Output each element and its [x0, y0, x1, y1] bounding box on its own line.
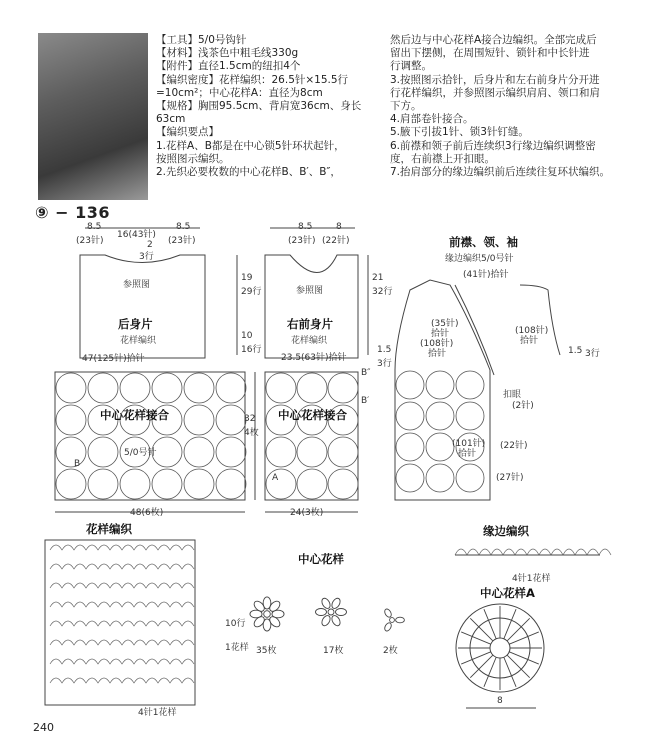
motif-circle — [266, 437, 296, 467]
edging-repeat: 4针1花样 — [512, 574, 551, 584]
flower-petal — [330, 614, 342, 627]
edging-title: 缘边编织 — [483, 524, 529, 538]
front-dim-top-b-st: (22针) — [322, 236, 350, 246]
edge-pick-101: (101针) — [452, 439, 486, 449]
text-line: 63cm — [156, 113, 186, 126]
flower-petal — [320, 614, 332, 627]
dim-top-left: 8.5 — [87, 222, 102, 232]
chart-row — [50, 602, 194, 607]
edge-pick-108a: (108针) — [420, 339, 454, 349]
dim-top-mid: 16(43针) — [117, 230, 156, 240]
motif-circle — [297, 437, 327, 467]
front-pick: 23.5(63针)拾针 — [281, 353, 347, 363]
motif-circle — [266, 469, 296, 499]
front-center-title: 中心花样接合 — [278, 408, 347, 422]
pattern-code: ⑨ − 136 — [35, 203, 110, 222]
flower-petal — [383, 622, 392, 632]
motif-a-title: 中心花样A — [480, 586, 535, 600]
motif-circle — [120, 373, 150, 403]
front-label-b1: B′ — [361, 396, 370, 406]
motif-circle — [184, 373, 214, 403]
front-dim-top-b: 8 — [336, 222, 342, 232]
text-line: 2.先织必要枚数的中心花样B、B′、B″， — [156, 166, 341, 179]
edge-pick-108c: (108针) — [515, 326, 549, 336]
text-line: 3.按照图示拾针，后身片和左右前身片分开进 — [390, 73, 600, 86]
dim-top-right-st: (23针) — [168, 236, 196, 246]
motif-circle — [328, 469, 358, 499]
motif-circle — [88, 469, 118, 499]
text-line: 然后边与中心花样A接合边编织。全部完成后 — [390, 34, 597, 46]
back-center-title: 中心花样接合 — [100, 408, 169, 422]
front-side-rows: 32行 — [372, 287, 393, 297]
motif-circle — [328, 373, 358, 403]
back-title: 后身片 — [118, 317, 153, 331]
dim-top-right: 8.5 — [176, 222, 191, 232]
edge-pick-top: (41针)拾针 — [463, 270, 509, 280]
back-motif-b: B — [74, 459, 81, 469]
center-motifs-title: 中心花样 — [298, 552, 344, 566]
back-side-a-rows: 29行 — [241, 287, 262, 297]
motif-circle — [88, 437, 118, 467]
motif-circle — [216, 405, 246, 435]
center-motif-count-1: 35枚 — [256, 646, 277, 656]
edge-subtitle: 缘边编织5/0号针 — [445, 254, 514, 264]
dim-neck: 2 — [147, 240, 153, 250]
front-title: 右前身片 — [287, 317, 333, 331]
motif-circle — [56, 437, 86, 467]
flower-petal — [396, 617, 405, 623]
edging-scallop — [455, 549, 611, 555]
chart-row — [50, 564, 194, 569]
motif-circle — [56, 469, 86, 499]
flower-petal — [330, 597, 342, 610]
flower-center — [390, 618, 395, 623]
motif-circle — [456, 371, 484, 399]
motif-circle — [88, 373, 118, 403]
text-line: 【规格】胸围95.5cm、背肩宽36cm、身长 — [156, 100, 362, 113]
motif-circle — [297, 373, 327, 403]
motif-circle — [184, 469, 214, 499]
back-bottom-dim: 48(6枚) — [130, 508, 164, 518]
text-line: 【编织要点】 — [156, 126, 219, 139]
motif-circle — [266, 373, 296, 403]
motif-circle — [426, 371, 454, 399]
back-center-dim: 32 — [244, 414, 256, 424]
front-label-b2: B″ — [361, 368, 371, 378]
motif-circle — [216, 373, 246, 403]
motif-circle — [152, 373, 182, 403]
motif-circle — [328, 437, 358, 467]
edge-pick-108b: 拾针 — [428, 349, 447, 359]
motif-circle — [216, 437, 246, 467]
motif-a-size: 8 — [497, 696, 503, 706]
text-line: 【材料】浅茶色中粗毛线330g — [156, 47, 299, 60]
page-number: 240 — [33, 721, 54, 734]
back-center-count: 4枚 — [244, 428, 259, 438]
front-ref: 参照图 — [296, 286, 324, 296]
motif-circle — [216, 469, 246, 499]
front-subtitle: 花样编织 — [291, 336, 328, 346]
back-side-b: 10 — [241, 331, 253, 341]
motif-circle — [426, 402, 454, 430]
motif-circle — [396, 371, 424, 399]
edge-pick-101b: 拾针 — [458, 449, 477, 459]
text-line: 下方。 — [390, 100, 422, 113]
back-pick: 47(125针)拾针 — [82, 354, 145, 364]
text-line: 1.花样A、B都是在中心锁5针环状起针， — [156, 139, 345, 152]
edge-rows-right-a: 1.5 — [568, 346, 583, 356]
text-line: 按照图示编织。 — [156, 152, 230, 165]
edge-gap-27: (27针) — [496, 473, 524, 483]
flower-petal — [316, 609, 327, 616]
center-motif-count-3: 2枚 — [383, 646, 398, 656]
front-bottom-dim: 24(3枚) — [290, 508, 324, 518]
motif-circle — [456, 402, 484, 430]
text-line: 4.肩部卷针接合。 — [390, 113, 474, 126]
edge-pick-108d: 拾针 — [520, 336, 539, 346]
chart-row — [50, 545, 194, 550]
motif-circle — [426, 464, 454, 492]
edge-buttonhole: 扣眼 — [503, 390, 522, 400]
chart-row — [50, 583, 194, 588]
edge-title: 前襟、领、袖 — [449, 235, 518, 249]
front-dim-top-a: 8.5 — [298, 222, 313, 232]
pattern-chart-title: 花样编织 — [86, 522, 132, 536]
pattern-chart-repeat: 4针1花样 — [138, 708, 177, 718]
center-motif-count-2: 17枚 — [323, 646, 344, 656]
front-dim-top-a-st: (23针) — [288, 236, 316, 246]
chart-row — [50, 659, 194, 664]
pattern-chart-rows-a: 10行 — [225, 619, 246, 629]
back-side-b-rows: 16行 — [241, 345, 262, 355]
flower-center — [264, 611, 271, 618]
text-line: 【编织密度】花样编织：26.5针×15.5行 — [156, 73, 349, 86]
back-center-hook: 5/0号针 — [124, 448, 157, 458]
text-line: 5.腋下引拔1针、锁3针钉缝。 — [390, 126, 529, 139]
motif-circle — [396, 402, 424, 430]
text-line: =10cm²；中心花样A：直径为8cm — [156, 86, 323, 99]
motif-circle — [184, 405, 214, 435]
flower-petal — [336, 609, 347, 616]
text-line: 行花样编织，并参照图示编织肩肩、领口和肩 — [390, 86, 600, 99]
flower-petal — [268, 599, 282, 613]
edge-buttonhole-st: (2针) — [512, 401, 534, 411]
front-motif-a: A — [272, 473, 279, 483]
flower-petal — [383, 608, 392, 618]
chart-row — [50, 640, 194, 645]
flower-petal — [320, 597, 332, 610]
edge-rows-right-b: 3行 — [585, 349, 600, 359]
edge-gap-22: (22针) — [500, 441, 528, 451]
back-subtitle: 花样编织 — [120, 336, 157, 346]
pattern-chart-rows-b: 1花样 — [225, 643, 249, 653]
text-line: 【附件】直径1.5cm的纽扣4个 — [156, 60, 301, 73]
edge-rows-left-a: 1.5 — [377, 345, 392, 355]
motif-circle — [152, 469, 182, 499]
dim-top-left-st: (23针) — [76, 236, 104, 246]
motif-circle — [56, 373, 86, 403]
text-line: 度，右前襟上开扣眼。 — [390, 152, 495, 165]
front-side: 21 — [372, 273, 384, 283]
front-motif-area — [265, 372, 358, 500]
motif-circle — [396, 433, 424, 461]
chart-row — [50, 678, 194, 683]
text-line: 行调整。 — [390, 60, 432, 73]
back-side-a: 19 — [241, 273, 253, 283]
dim-neck-rows: 3行 — [139, 252, 154, 262]
motif-circle — [120, 469, 150, 499]
motif-circle — [426, 433, 454, 461]
edge-pick-35b: 拾针 — [431, 329, 450, 339]
motif-circle — [396, 464, 424, 492]
motif-circle — [297, 469, 327, 499]
text-line: 留出下摆侧，在周围短针、锁针和中长针进 — [390, 47, 590, 60]
chart-row — [50, 621, 194, 626]
back-ref: 参照图 — [123, 280, 151, 290]
text-line: 【工具】5/0号钩针 — [156, 34, 247, 46]
flower-center — [328, 609, 334, 615]
text-line: 6.前襟和领子前后连续织3行缘边编织调整密 — [390, 139, 596, 152]
edge-pick-35: (35针) — [431, 319, 459, 329]
motif-circle — [56, 405, 86, 435]
edge-diagram-outline — [395, 280, 490, 500]
motif-circle — [184, 437, 214, 467]
motif-circle — [456, 464, 484, 492]
text-line: 7.抬肩部分的缘边编织前后连续往复环状编织。 — [390, 166, 611, 179]
edge-rows-left-b: 3行 — [377, 359, 392, 369]
